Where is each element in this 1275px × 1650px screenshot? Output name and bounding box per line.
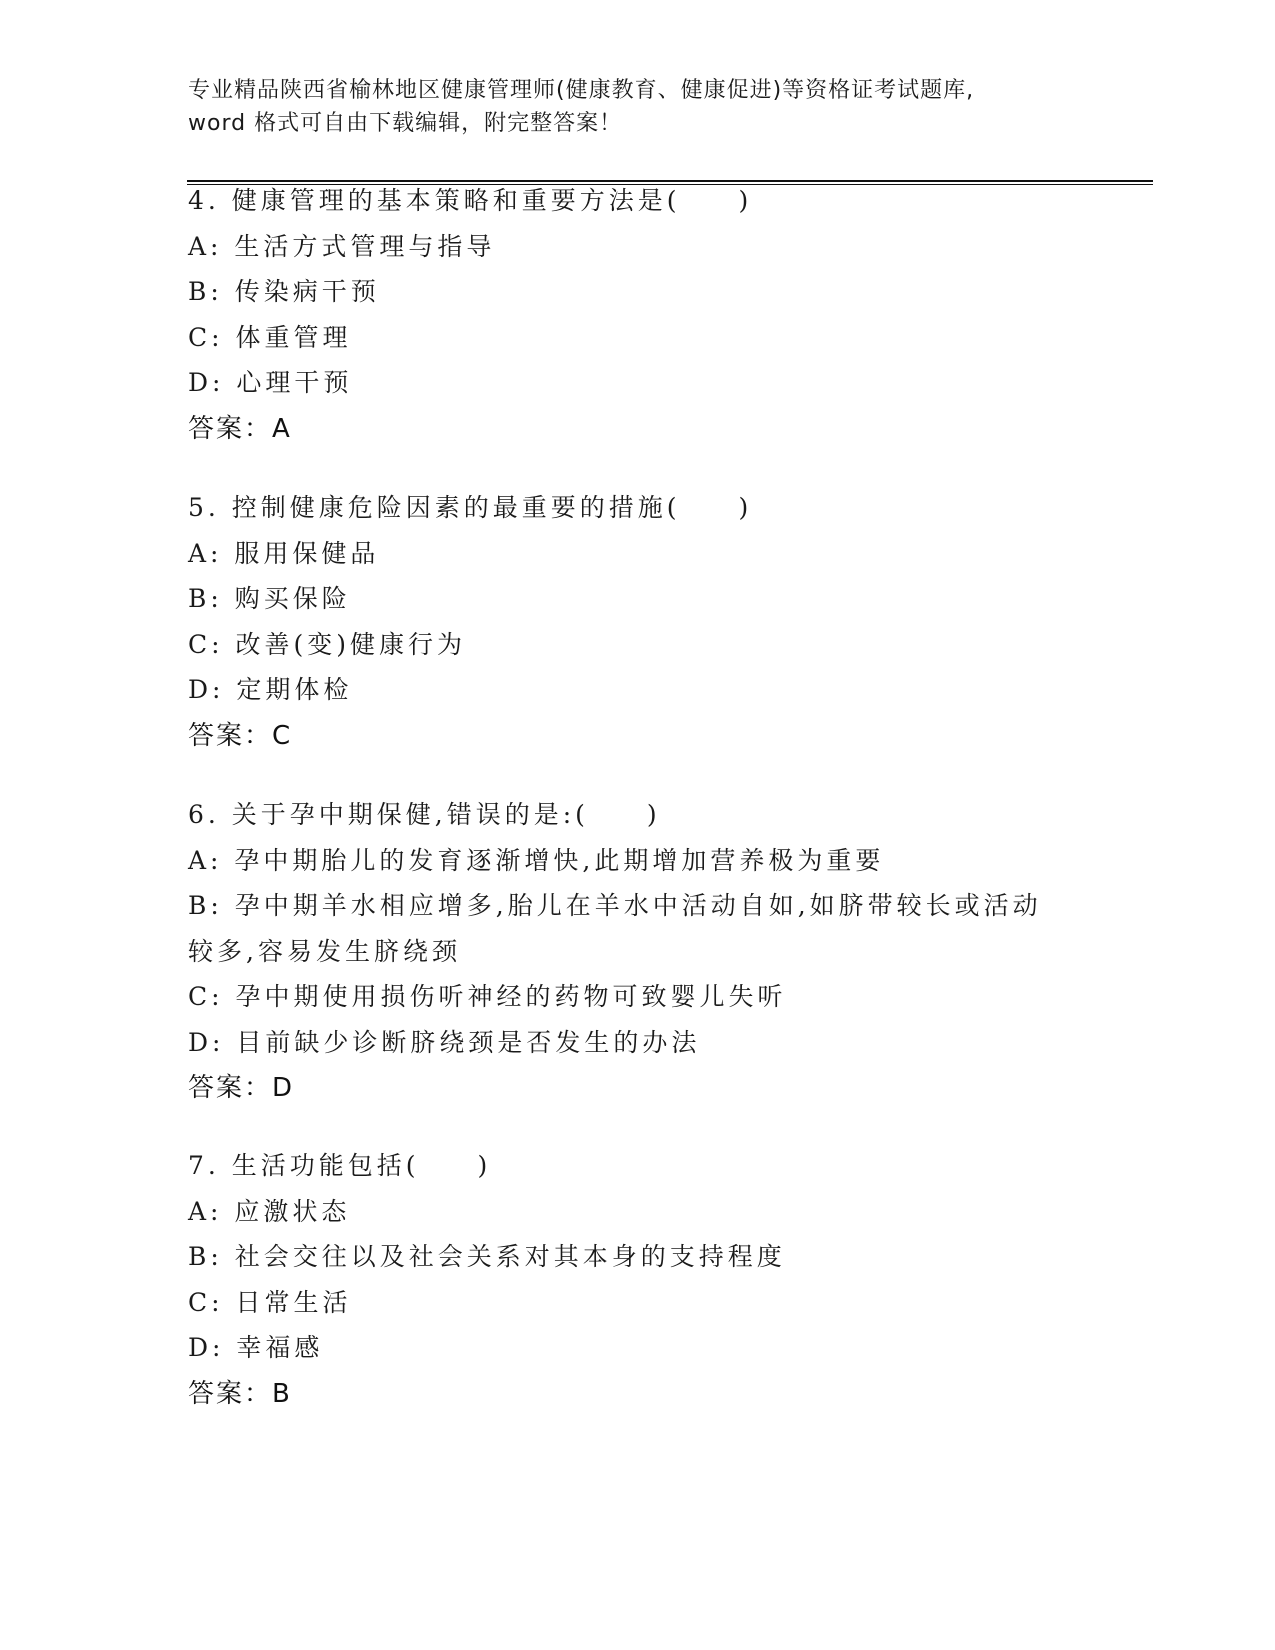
question-4 bbox=[188, 178, 1088, 452]
question-6 bbox=[188, 792, 1088, 1111]
question-stem: 6. 关于孕中期保健,错误的是:( ) bbox=[188, 800, 661, 829]
option-b: B: 社会交往以及社会关系对其本身的支持程度 bbox=[188, 1242, 786, 1271]
option-c: C: 改善(变)健康行为 bbox=[188, 629, 467, 659]
answer: 答案：A bbox=[188, 413, 292, 444]
question-stem: 4. 健康管理的基本策略和重要方法是( ) bbox=[188, 186, 753, 215]
option-c: C: 孕中期使用损伤听神经的药物可致婴儿失听 bbox=[188, 982, 787, 1011]
question-5 bbox=[188, 485, 1088, 759]
header-line-2: word 格式可自由下载编辑，附完整答案！ bbox=[188, 111, 623, 136]
option-b: B: 购买保险 bbox=[188, 584, 351, 613]
option-a: A: 应激状态 bbox=[188, 1196, 351, 1226]
question-stem: 5. 控制健康危险因素的最重要的措施( ) bbox=[188, 493, 753, 522]
answer: 答案：B bbox=[188, 1378, 292, 1409]
document-header bbox=[188, 74, 1088, 140]
option-d: D: 心理干预 bbox=[188, 368, 353, 397]
question-stem: 7. 生活功能包括( ) bbox=[188, 1151, 492, 1180]
option-c: C: 体重管理 bbox=[188, 322, 352, 352]
option-a: A: 孕中期胎儿的发育逐渐增快,此期增加营养极为重要 bbox=[188, 845, 885, 875]
question-7 bbox=[188, 1143, 1088, 1417]
option-a: A: 服用保健品 bbox=[188, 538, 380, 568]
option-d: D: 目前缺少诊断脐绕颈是否发生的办法 bbox=[188, 1027, 701, 1057]
option-b: B: 传染病干预 bbox=[188, 277, 380, 306]
option-d: D: 幸福感 bbox=[188, 1333, 324, 1362]
option-c: C: 日常生活 bbox=[188, 1287, 352, 1317]
header-line-1: 专业精品陕西省榆林地区健康管理师(健康教育、健康促进)等资格证考试题库, bbox=[188, 78, 975, 103]
answer: 答案：D bbox=[188, 1073, 295, 1103]
answer: 答案：C bbox=[188, 720, 293, 751]
option-d: D: 定期体检 bbox=[188, 675, 353, 704]
option-a: A: 生活方式管理与指导 bbox=[188, 231, 496, 261]
option-b: B: 孕中期羊水相应增多,胎儿在羊水中活动自如,如脐带较长或活动较多,容易发生脐绕颈 bbox=[188, 891, 1042, 966]
